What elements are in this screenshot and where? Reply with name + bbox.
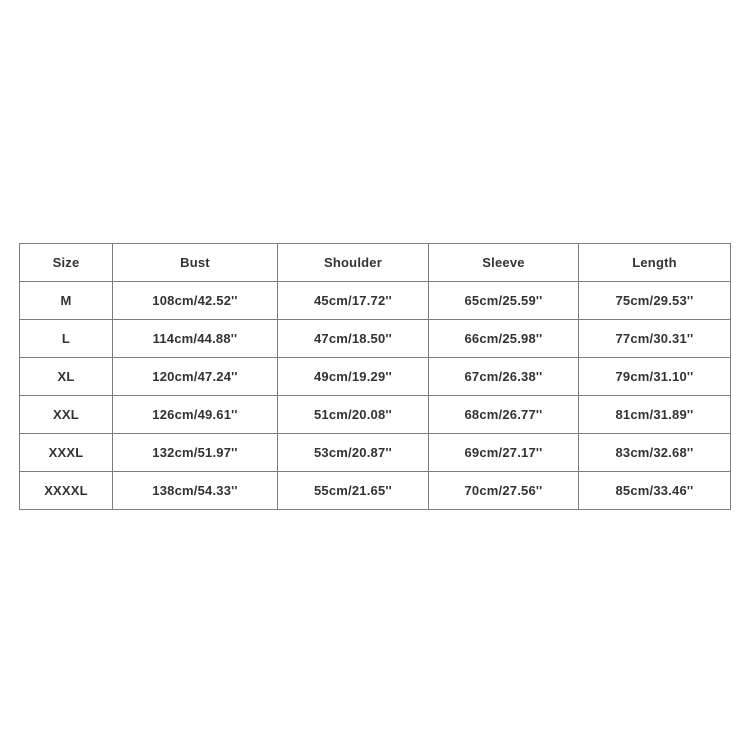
cell-bust: 120cm/47.24'' <box>113 358 278 396</box>
size-chart-header-row <box>20 244 731 282</box>
cell-length: 85cm/33.46'' <box>579 472 731 510</box>
cell-bust: 114cm/44.88'' <box>113 320 278 358</box>
cell-shoulder: 55cm/21.65'' <box>278 472 429 510</box>
column-header-size: Size <box>20 244 113 282</box>
cell-sleeve: 66cm/25.98'' <box>429 320 579 358</box>
cell-size: XL <box>20 358 113 396</box>
cell-size: XXXXL <box>20 472 113 510</box>
column-header-shoulder: Shoulder <box>278 244 429 282</box>
cell-length: 83cm/32.68'' <box>579 434 731 472</box>
table-row <box>20 434 731 472</box>
cell-shoulder: 47cm/18.50'' <box>278 320 429 358</box>
cell-bust: 108cm/42.52'' <box>113 282 278 320</box>
cell-sleeve: 65cm/25.59'' <box>429 282 579 320</box>
cell-bust: 126cm/49.61'' <box>113 396 278 434</box>
cell-sleeve: 67cm/26.38'' <box>429 358 579 396</box>
cell-shoulder: 49cm/19.29'' <box>278 358 429 396</box>
cell-size: M <box>20 282 113 320</box>
cell-size: XXXL <box>20 434 113 472</box>
cell-sleeve: 70cm/27.56'' <box>429 472 579 510</box>
table-row <box>20 358 731 396</box>
cell-size: L <box>20 320 113 358</box>
cell-shoulder: 53cm/20.87'' <box>278 434 429 472</box>
table-row <box>20 396 731 434</box>
cell-length: 75cm/29.53'' <box>579 282 731 320</box>
table-row <box>20 282 731 320</box>
cell-size: XXL <box>20 396 113 434</box>
cell-sleeve: 68cm/26.77'' <box>429 396 579 434</box>
cell-shoulder: 51cm/20.08'' <box>278 396 429 434</box>
column-header-bust: Bust <box>113 244 278 282</box>
cell-length: 79cm/31.10'' <box>579 358 731 396</box>
column-header-length: Length <box>579 244 731 282</box>
cell-shoulder: 45cm/17.72'' <box>278 282 429 320</box>
cell-bust: 132cm/51.97'' <box>113 434 278 472</box>
column-header-sleeve: Sleeve <box>429 244 579 282</box>
table-row <box>20 472 731 510</box>
cell-length: 81cm/31.89'' <box>579 396 731 434</box>
table-row <box>20 320 731 358</box>
size-chart-table <box>19 243 731 510</box>
cell-sleeve: 69cm/27.17'' <box>429 434 579 472</box>
cell-bust: 138cm/54.33'' <box>113 472 278 510</box>
cell-length: 77cm/30.31'' <box>579 320 731 358</box>
